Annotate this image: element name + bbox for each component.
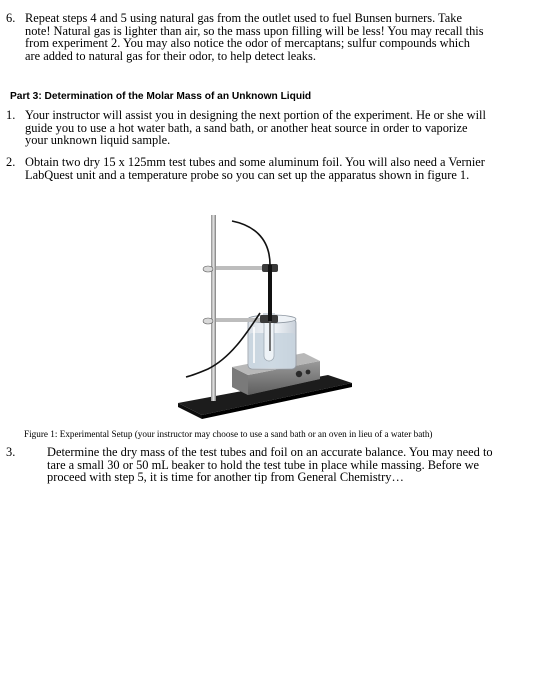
step-text: Your instructor will assist you in designing the next portion of the experiment. He or she will guide you to use a hot water bath, a sand bath, or another heat source in order to vaporize your unknown liquid sample. (25, 108, 486, 148)
probe-cable (232, 221, 270, 265)
step-number: 3. (6, 445, 16, 459)
step-number: 6. (6, 11, 16, 25)
experimental-setup-figure (160, 207, 360, 425)
step-number: 2. (6, 155, 16, 169)
ring-stand-rod (211, 215, 216, 401)
step-text: Repeat steps 4 and 5 using natural gas from the outlet used to fuel Bunsen burners. Take note! Natural gas is lighter than air, so the mass upon filling will be less! You may recall this from experiment 2. You may also notice the odor of mercaptans; sulfur compounds which are added to natural gas for their odor, to help detect leaks. (25, 11, 484, 63)
section-heading-part-3: Part 3: Determination of the Molar Mass of an Unknown Liquid (10, 91, 312, 102)
step-text: Obtain two dry 15 x 125mm test tubes and some aluminum foil. You will also need a Vernier LabQuest unit and a temperature probe so you can set up the apparatus shown in figure 1. (25, 155, 485, 182)
hot-plate-knob-icon (306, 370, 311, 375)
hot-plate-knob-icon (296, 371, 302, 377)
step-number: 1. (6, 108, 16, 122)
figure-caption: Figure 1: Experimental Setup (your instructor may choose to use a sand bath or an oven in lieu of a water bath) (24, 429, 433, 439)
step-text: Determine the dry mass of the test tubes and foil on an accurate balance. You may need to tare a small 30 or 50 mL beaker to hold the test tube in place while massing. Before we proceed with step 5, it is time for another tip from General Chemistry… (47, 445, 493, 485)
